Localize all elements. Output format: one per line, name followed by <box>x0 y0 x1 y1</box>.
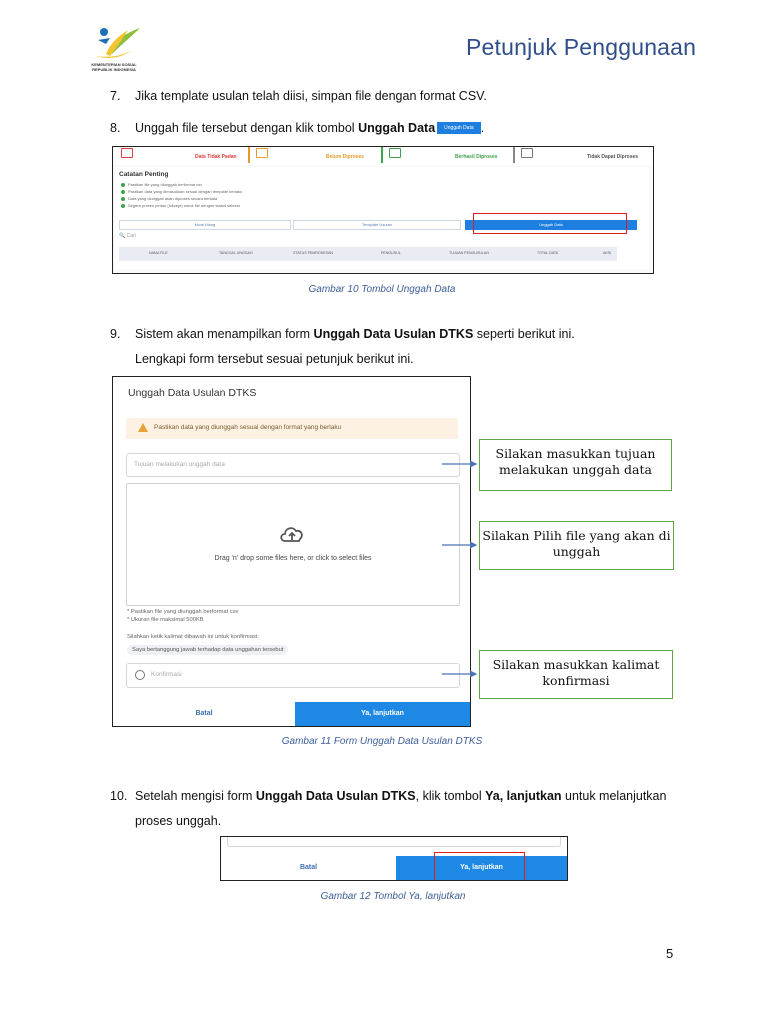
purpose-input <box>126 453 460 477</box>
figure-10-caption: Gambar 10 Tombol Unggah Data <box>308 284 456 295</box>
purpose-placeholder: Tujuan melakukan unggah data <box>134 461 225 468</box>
step-text-line2: proses unggah. <box>135 814 222 828</box>
step-7 <box>0 88 768 104</box>
warning-icon <box>138 423 148 432</box>
column-header: NAMA FILE <box>149 251 168 255</box>
batal-button: Batal <box>299 864 318 871</box>
tab-berhasil-diproses <box>381 147 513 163</box>
step-text-pre: Sistem akan menampilkan form <box>135 327 314 341</box>
column-header: TOTAL DATA <box>537 251 559 255</box>
step-text-bold: Unggah Data <box>358 121 436 135</box>
tab-label: Berhasil Diproses <box>455 154 498 160</box>
note-item: Data yang diunggah akan diproses secara berkala <box>121 196 217 201</box>
check-circle-icon <box>135 670 145 680</box>
step-text-bold: Ya, lanjutkan <box>485 789 562 803</box>
step-text-post: untuk melanjutkan <box>561 789 667 803</box>
callout-arrows <box>440 455 480 695</box>
tab-label: Data Tidak Padan <box>195 154 237 160</box>
document-icon <box>256 148 268 158</box>
page-number: 5 <box>666 946 674 961</box>
inline-unggah-data-button: Unggah Data <box>437 122 480 134</box>
step-text-post: seperti berikut ini. <box>473 327 575 341</box>
step-text: Jika template usulan telah diisi, simpan file dengan format CSV. <box>135 89 487 103</box>
note-item: Segera proses pedan (lokcept) untuk file dengan status selesai <box>121 203 240 208</box>
note-item: Pastikan data yang dimasukkan sesuai dengan template berlaku <box>121 189 242 194</box>
logo-caption: KEMENTERIAN SOSIAL REPUBLIK INDONESIA <box>91 62 137 72</box>
note-item: Pastikan file yang diunggah berformat csv <box>121 182 202 187</box>
figure-12-caption: Gambar 12 Tombol Ya, lanjutkan <box>320 891 466 902</box>
page-header-title: Petunjuk Penggunaan <box>466 34 697 60</box>
step-text-pre: Setelah mengisi form <box>135 789 256 803</box>
ya-lanjutkan-button: Ya, lanjutkan <box>295 702 470 726</box>
step-number: 9. <box>110 327 121 341</box>
step-9 <box>0 326 768 366</box>
step-text-pre: Unggah file tersebut dengan klik tombol <box>135 121 359 135</box>
confirm-sentence-chip: Saya bertanggung jawab terhadap data unggahan tersebut <box>127 645 288 655</box>
cloud-upload-icon <box>279 524 305 544</box>
search-field: 🔍 Cari <box>119 233 136 239</box>
tab-belum-diproses <box>248 147 380 163</box>
template-usulan-button: Template Usulan <box>293 220 461 230</box>
step-text-bold: Unggah Data Usulan DTKS <box>313 327 474 341</box>
column-header: AKSI <box>603 251 612 255</box>
document-slash-icon <box>521 148 533 158</box>
column-header: TUJUAN PENGUSULAN <box>449 251 489 255</box>
column-header: PENGUSUL <box>381 251 401 255</box>
confirm-label: Silahkan ketik kalimat dibawah ini untuk konfirmasi: <box>127 634 259 640</box>
step-number: 7. <box>110 89 121 103</box>
ya-lanjutkan-button: Ya, lanjutkan <box>396 856 567 880</box>
step-number: 8. <box>110 121 121 135</box>
notes-title: Catatan Penting <box>119 171 169 178</box>
batal-button: Batal <box>195 710 213 717</box>
figure-11-screenshot <box>112 376 471 727</box>
step-text-post: . <box>480 121 485 135</box>
highlight-box <box>434 852 525 881</box>
step-text-bold: Unggah Data Usulan DTKS <box>255 789 416 803</box>
confirm-input <box>126 663 460 688</box>
table-header <box>119 247 617 261</box>
step-number: 10. <box>110 789 128 803</box>
step-text <box>135 120 484 136</box>
highlight-box <box>473 213 627 234</box>
dialog-title: Unggah Data Usulan DTKS <box>128 387 257 399</box>
confirm-input-partial <box>227 836 561 847</box>
step-text-line2: Lengkapi form tersebut sesuai petunjuk berikut ini. <box>135 352 414 366</box>
step-text <box>135 326 575 342</box>
column-header: STATUS PEMROSESAN <box>293 251 334 255</box>
tab-label: Belum Diproses <box>326 154 365 160</box>
step-text <box>135 788 666 804</box>
step-10 <box>0 788 768 828</box>
figure-12-screenshot <box>220 836 568 881</box>
file-dropzone <box>126 483 460 606</box>
unggah-data-button: Unggah Data <box>465 220 637 230</box>
tab-label: Tidak Dapat Diproses <box>587 154 639 160</box>
tab-data-tidak-padan <box>117 147 247 163</box>
warning-text: Pastikan data yang diunggah sesuai dengan format yang berlaku <box>154 424 342 431</box>
step-8 <box>0 120 768 138</box>
figure-10-screenshot <box>112 146 654 274</box>
callout-purpose: Silakan masukkan tujuan melakukan unggah data <box>479 439 672 491</box>
callout-select-file: Silakan Pilih file yang akan di unggah <box>479 521 674 570</box>
muat-ulang-button: Muat Ulang <box>119 220 291 230</box>
column-header: TANGGAL UNGGAH <box>219 251 253 255</box>
tab-tidak-dapat-diproses <box>513 147 653 163</box>
figure-11-caption: Gambar 11 Form Unggah Data Usulan DTKS <box>281 736 483 747</box>
rule-text: * Pastikan file yang diunggah berformat csv <box>127 609 239 615</box>
confirm-placeholder: Konfirmasi <box>151 671 182 678</box>
document-x-icon <box>121 148 133 158</box>
callout-confirm: Silakan masukkan kalimat konfirmasi <box>479 650 673 699</box>
step-text-mid: , klik tombol <box>415 789 486 803</box>
warning-banner <box>126 418 458 439</box>
status-tabs <box>113 147 653 165</box>
search-placeholder: Cari <box>126 233 136 239</box>
rule-text: * Ukuran file maksimal 500KB <box>127 617 204 623</box>
document-check-icon <box>389 148 401 158</box>
dropzone-text: Drag 'n' drop some files here, or click to select files <box>214 555 372 562</box>
